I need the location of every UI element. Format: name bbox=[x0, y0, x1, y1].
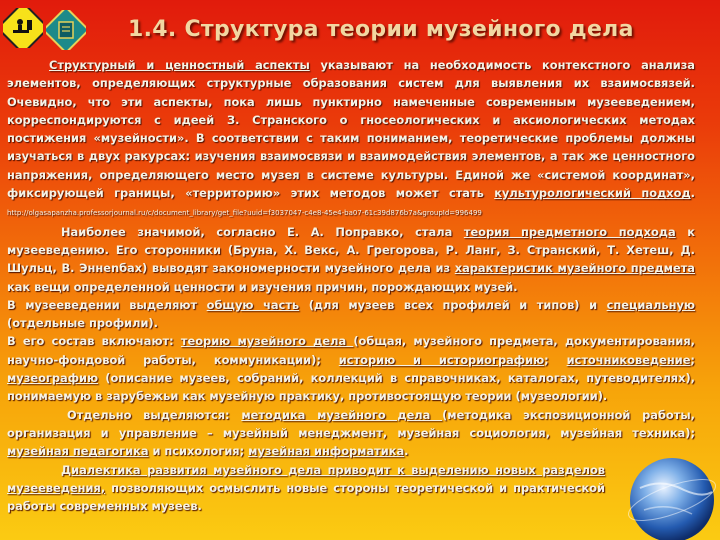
museum-logo-icon bbox=[3, 8, 43, 48]
term-special-part: специальную bbox=[606, 297, 695, 312]
term-object-approach: теория предметного подхода bbox=[463, 224, 676, 239]
term-source-studies: источниковедение bbox=[566, 352, 691, 367]
shield-emblem-icon bbox=[46, 10, 86, 50]
term-pedagogy: музейная педагогика bbox=[7, 444, 149, 459]
paragraph-structure bbox=[7, 56, 695, 223]
text-span: (для музеев всех профилей и типов) и bbox=[299, 297, 607, 312]
text-span: (методика экспозиционной работы, организация и управление – музейный менеджмент, музейная социология, музейная техника); bbox=[7, 407, 695, 440]
text-span: как вещи определенной ценности и изучения причин, порождающих музей. bbox=[7, 279, 518, 294]
term-structural-aspects: Структурный и ценностный аспекты bbox=[49, 58, 310, 72]
source-link[interactable]: http://olgasapanzha.professorjournal.ru/c/document_library/get_file?uuid=f3037047-c4e8-45e4-ba07-61c39d876b7a&groupId=996499 bbox=[7, 209, 482, 218]
text-span: . bbox=[690, 186, 695, 201]
term-general-part: общую часть bbox=[206, 297, 300, 312]
text-span: Отдельно выделяются: bbox=[67, 407, 242, 422]
term-informatics: музейная информатика bbox=[248, 444, 405, 459]
text-span: (описание музеев, собраний, коллекций в справочниках, каталогах, путеводителях), понимаемую в зарубежьи как музейную практику, противостоящую теории (музеологии). bbox=[7, 371, 695, 404]
content-body bbox=[7, 56, 695, 515]
term-methodology: методика музейного дела bbox=[241, 407, 443, 422]
text-span: (отдельные профили). bbox=[7, 316, 158, 331]
text-span: указывают на необходимость контекстного анализа элементов, определяющих структурные образования систем для выявления их взаимосвязей. Очевидно, что эти аспекты, пока лишь пунктирно намеченные современным музееведением, корреспондируются с идеей З. Странского о гносеологических и аксиологических методах постижения «музейности». В соответствии с таким пониманием, теоретические проблемы должны изучаться в двух ракурсах: изучения взаимосвязи и взаимодействия элементов, а так же ценностного напряжения, определяющего место музея в системе культуры. Единой же «системой координат», фиксирующей границы, «территорию» этих методов может стать bbox=[7, 58, 695, 201]
page-title: 1.4. Структура теории музейного дела bbox=[128, 17, 634, 42]
text-span: позволяющих осмыслить новые стороны теоретической и практической работы современных музеев. bbox=[7, 480, 605, 514]
text-span: ; bbox=[690, 352, 695, 367]
term-history: историю и историографию bbox=[338, 352, 545, 367]
text-span: ; bbox=[544, 352, 567, 367]
term-museography: музеографию bbox=[7, 371, 99, 386]
text-span: (общая, музейного предмета, документирования, научно-фондовой работы, коммуникации); bbox=[7, 334, 695, 367]
term-culturological-approach: культурологический подход bbox=[494, 186, 691, 201]
text-span: В музееведении выделяют bbox=[7, 297, 207, 312]
term-dialectics: Диалектика развития музейного дела приводит к выделению новых разделов музееведения, bbox=[7, 462, 605, 495]
term-object-characteristics: характеристик музейного предмета bbox=[454, 261, 695, 276]
paragraph-composition bbox=[7, 332, 695, 405]
text-span: В его состав включают: bbox=[7, 334, 181, 349]
text-span: к музееведению. Его сторонники (Бруна, Х. Векс, А. Грегорова, Р. Ланг, З. Странский, Т. Хетеш, Д. Шульц, В. Эннenбах) выводят закономерности музейного дела из bbox=[7, 224, 695, 276]
paragraph-methods bbox=[7, 406, 695, 461]
text-span: . bbox=[404, 444, 409, 459]
paragraph-parts bbox=[7, 296, 695, 333]
globe-icon bbox=[622, 448, 718, 540]
text-span: Наиболее значимой, согласно Е. А. Поправко, стала bbox=[61, 224, 464, 239]
text-span: и психология; bbox=[148, 444, 249, 459]
paragraph-dialectics bbox=[7, 461, 695, 516]
term-museum-theory: теорию музейного дела bbox=[180, 334, 354, 349]
paragraph-object-theory bbox=[7, 223, 695, 296]
